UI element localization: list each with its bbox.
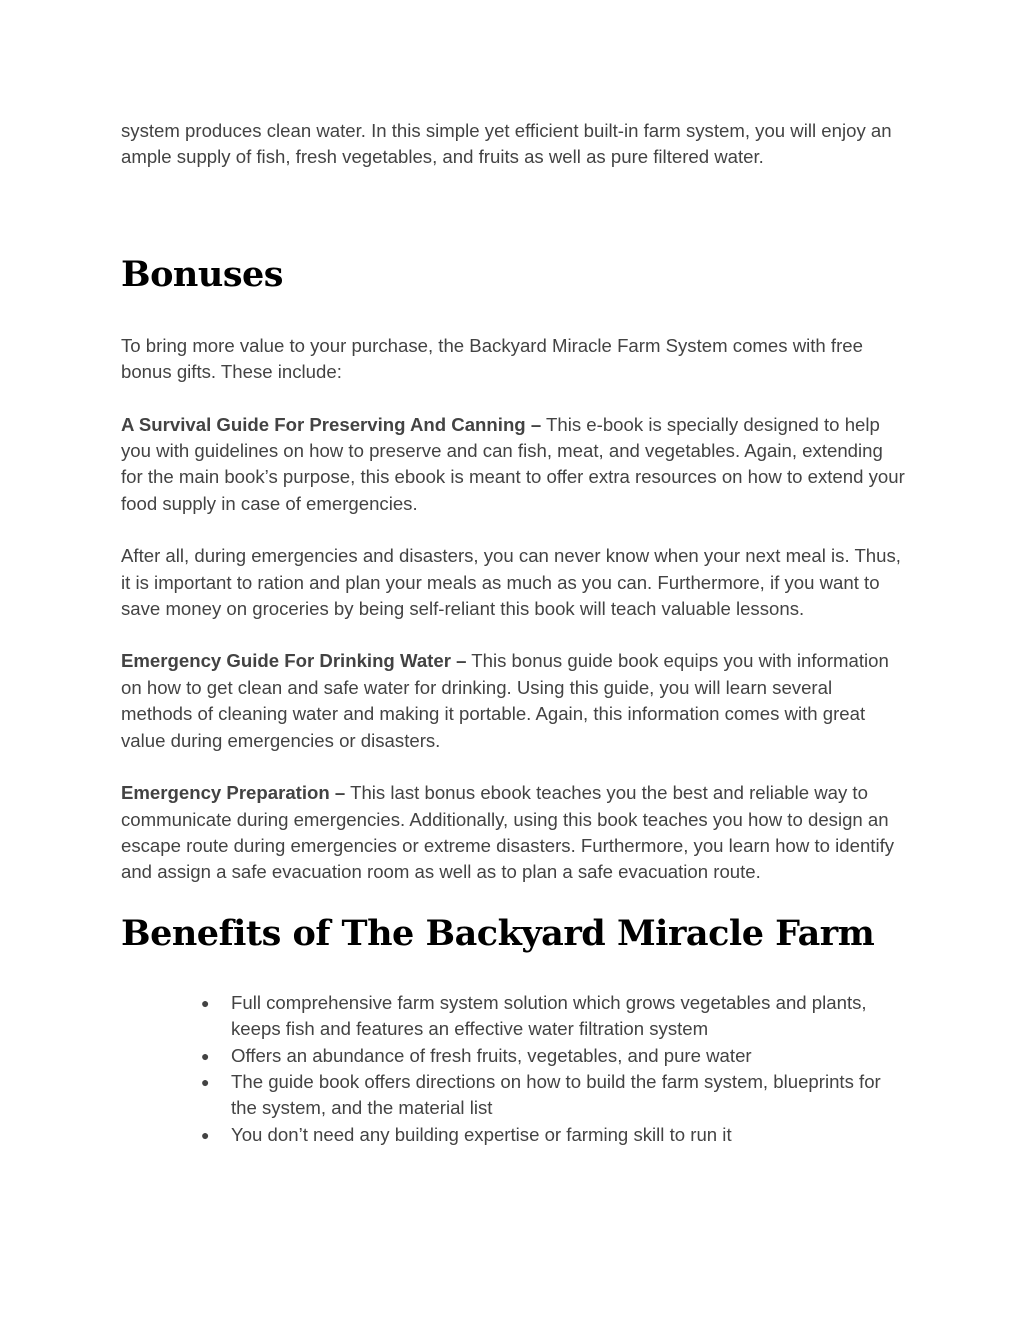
bonus-description-drinking-water: This bonus guide book equips you with information on how to get clean and safe water for drinking. Using this guide, you will learn several methods of cleaning water and making it portable. Again, this information comes with great value during emergencies or disasters. <box>121 650 889 751</box>
benefits-list <box>121 990 907 1148</box>
list-item-text: You don’t need any building expertise or farming skill to run it <box>231 1123 732 1145</box>
bonus-title-preparation: Emergency Preparation – <box>121 782 346 804</box>
bullet-icon: ● <box>201 1047 210 1064</box>
bonus-paragraph-drinking-water <box>121 648 907 754</box>
list-item <box>201 1122 907 1148</box>
list-item-text: The guide book offers directions on how to build the farm system, blueprints for the system, and the material list <box>231 1070 881 1119</box>
bonus-title-drinking-water: Emergency Guide For Drinking Water – <box>121 650 467 672</box>
bonuses-heading: Bonuses <box>121 253 283 295</box>
bullet-icon: ● <box>201 1126 210 1143</box>
bonus-paragraph-preserving <box>121 412 907 518</box>
bonus-paragraph-preparation <box>121 780 907 886</box>
intro-paragraph: system produces clean water. In this simple yet efficient built-in farm system, you will enjoy an ample supply of fish, fresh vegetables, and fruits as well as pure filtered water. <box>121 120 892 168</box>
bullet-icon: ● <box>201 1073 210 1090</box>
list-item <box>201 990 907 1043</box>
bonus-description-preserving: This e-book is specially designed to help you with guidelines on how to preserve and can fish, meat, and vegetables. Again, extending for the main book’s purpose, this ebook is meant to offer extra resources on how to extend your food supply in case of emergencies. <box>121 413 905 514</box>
bullet-icon: ● <box>201 994 210 1011</box>
bonuses-intro-paragraph: To bring more value to your purchase, the Backyard Miracle Farm System comes with free bonus gifts. These include: <box>121 334 863 383</box>
list-item-text: Offers an abundance of fresh fruits, vegetables, and pure water <box>231 1044 752 1066</box>
list-item <box>201 1069 907 1122</box>
bonus-title-preserving: A Survival Guide For Preserving And Canning – <box>121 413 542 435</box>
benefits-heading: Benefits of The Backyard Miracle Farm <box>121 912 875 954</box>
after-all-paragraph: After all, during emergencies and disasters, you can never know when your next meal is. Thus, it is important to ration and plan your meals as much as you can. Furthermore, if you want to save money on groceries by being self-reliant this book will teach valuable lessons. <box>121 545 901 620</box>
bonus-description-preparation: This last bonus ebook teaches you the best and reliable way to communicate during emergencies. Additionally, using this book teaches you how to design an escape route during emergencies or extreme disasters. Furthermore, you learn how to identify and assign a safe evacuation room as well as to plan a safe evacuation route. <box>121 782 895 883</box>
list-item-text: Full comprehensive farm system solution which grows vegetables and plants, keeps fish and features an effective water filtration system <box>231 991 867 1040</box>
document-content <box>121 118 907 1148</box>
spacer <box>121 754 907 780</box>
list-item <box>201 1043 907 1069</box>
spacer <box>121 622 907 648</box>
spacer <box>121 517 907 543</box>
spacer <box>121 386 907 412</box>
